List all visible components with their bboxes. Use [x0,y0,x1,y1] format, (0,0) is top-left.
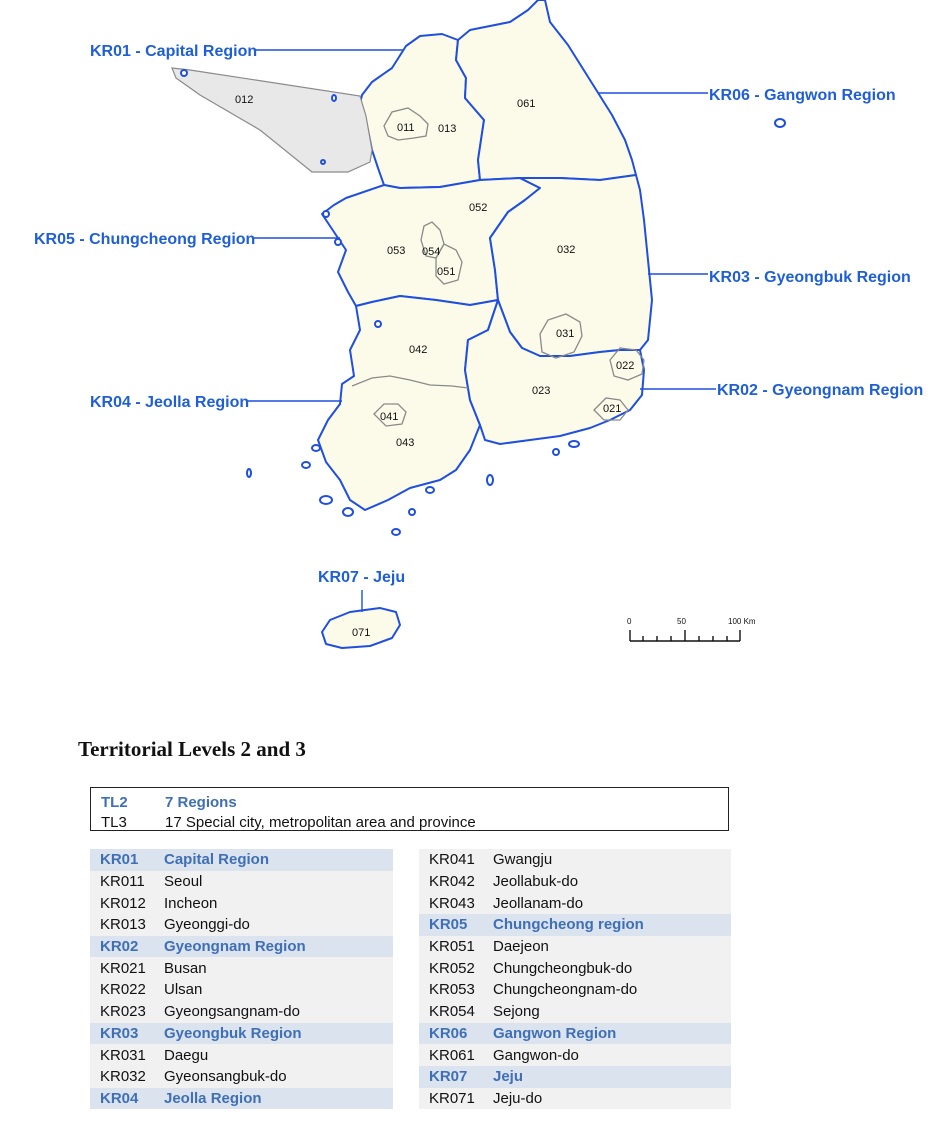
code-label-023: 023 [532,385,551,397]
island-shape [775,119,785,127]
region-code: KR061 [429,1046,475,1064]
region-code: KR06 [429,1024,468,1042]
region-code: KR07 [429,1068,468,1086]
region-name: Sejong [493,1003,540,1021]
region-code: KR071 [429,1089,475,1107]
code-label-041: 041 [380,411,399,423]
region-name: Chungcheongbuk-do [493,959,633,977]
island-shape [375,321,381,327]
island-shape [302,462,310,468]
table-row [90,1044,393,1066]
region-header-row [419,1066,731,1088]
code-label-022: 022 [616,360,635,372]
table-row [90,914,393,936]
island-shape [312,445,320,451]
scale-label-100: 100 Km [728,617,756,626]
region-name: Ulsan [164,981,203,999]
region-header-row [419,914,731,936]
region-name: Jeolla Region [164,1089,262,1107]
tl-summary-box [90,787,729,831]
region-code: KR041 [429,851,475,869]
region-name: Gangwon-do [493,1046,579,1064]
island-shape [321,160,325,164]
scale-label-0: 0 [627,617,632,626]
region-code: KR011 [100,873,145,891]
code-label-012: 012 [235,94,254,106]
island-shape [320,496,332,504]
region-code: KR043 [429,894,475,912]
region-name: Gyeongnam Region [164,938,306,956]
code-label-011: 011 [397,122,415,134]
code-label-051: 051 [437,266,456,278]
region-name: Incheon [164,894,218,912]
region-header-row [90,1023,393,1045]
island-shape [569,441,579,447]
table-row [419,1044,731,1066]
code-label-032: 032 [557,244,576,256]
region-name: Gangwon Region [493,1024,617,1042]
table-row [90,957,393,979]
region-name: Gyeongsangnam-do [164,1003,300,1021]
island-shape [247,469,251,477]
region-header-row [90,849,393,871]
region-name: Chungcheong region [493,916,644,934]
table-row [419,1088,731,1110]
region-name: Jeju [493,1068,524,1086]
code-label-042: 042 [409,344,428,356]
island-shape [392,529,400,535]
region-header-row [419,1023,731,1045]
callout-kr07: KR07 - Jeju [318,569,406,586]
table-row [90,979,393,1001]
scale-label-50: 50 [677,617,686,626]
table-row [90,1066,393,1088]
code-label-052: 052 [469,202,488,214]
callout-kr04: KR04 - Jeolla Region [90,394,250,411]
region-code: KR031 [100,1046,146,1064]
region-name: Gyeongbuk Region [164,1024,302,1042]
region-code: KR042 [429,873,475,891]
region-name: Jeollanam-do [493,894,584,912]
table-row [419,892,731,914]
tl2-code: TL2 [101,793,128,811]
code-label-043: 043 [396,437,415,449]
sea-area-012 [172,68,372,172]
callout-kr03: KR03 - Gyeongbuk Region [709,269,911,286]
tl2-row [101,792,718,812]
table-row [90,892,393,914]
tl2-label: 7 Regions [165,793,237,811]
code-label-013: 013 [438,123,457,135]
region-code: KR051 [429,938,475,956]
scale-bar [630,630,740,641]
section-heading: Territorial Levels 2 and 3 [78,737,306,761]
region-name: Gwangju [493,851,553,869]
region-code: KR05 [429,916,468,934]
region-kr06 [456,0,636,180]
table-row [419,979,731,1001]
table-row [419,936,731,958]
island-shape [181,70,187,76]
region-name: Gyeonggi-do [164,916,250,934]
region-name: Jeollabuk-do [493,873,579,891]
region-header-row [90,936,393,958]
callout-kr05: KR05 - Chungcheong Region [34,231,256,248]
region-name: Daegu [164,1046,209,1064]
region-name: Jeju-do [493,1089,543,1107]
region-code: KR022 [100,981,146,999]
island-shape [323,211,329,217]
region-code: KR01 [100,851,139,869]
island-shape [426,487,434,493]
callout-kr06: KR06 - Gangwon Region [709,87,896,104]
region-header-row [90,1088,393,1110]
region-name: Chungcheongnam-do [493,981,638,999]
region-table-right [419,849,731,1109]
table-row [90,1001,393,1023]
island-shape [409,509,415,515]
region-code: KR054 [429,1003,475,1021]
region-code: KR053 [429,981,475,999]
region-code: KR04 [100,1089,139,1107]
tl3-code: TL3 [101,813,127,831]
region-code: KR02 [100,938,139,956]
table-row [419,957,731,979]
code-label-021: 021 [603,403,622,415]
table-row [90,871,393,893]
region-code: KR052 [429,959,475,977]
table-row [419,1001,731,1023]
code-label-061: 061 [517,98,536,110]
region-name: Gyeonsangbuk-do [164,1068,287,1086]
region-name: Daejeon [493,938,549,956]
region-code: KR021 [100,959,146,977]
code-label-071: 071 [352,627,371,639]
region-code: KR013 [100,916,146,934]
region-name: Seoul [164,873,203,891]
code-label-031: 031 [556,328,575,340]
island-shape [335,239,341,245]
island-shape [332,95,336,101]
region-name: Capital Region [164,851,270,869]
callout-kr01: KR01 - Capital Region [90,43,258,60]
region-code: KR03 [100,1024,139,1042]
island-shape [343,508,353,516]
island-shape [553,449,559,455]
tl3-row [101,812,718,832]
table-row [419,849,731,871]
region-table-left [90,849,393,1109]
region-code: KR032 [100,1068,146,1086]
table-row [419,871,731,893]
region-name: Busan [164,959,207,977]
code-label-054: 054 [422,246,441,258]
region-code: KR023 [100,1003,146,1021]
tl3-label: 17 Special city, metropolitan area and province [165,813,476,831]
island-shape [487,475,493,485]
region-code: KR012 [100,894,146,912]
callout-kr02: KR02 - Gyeongnam Region [717,382,924,399]
code-label-053: 053 [387,245,406,257]
